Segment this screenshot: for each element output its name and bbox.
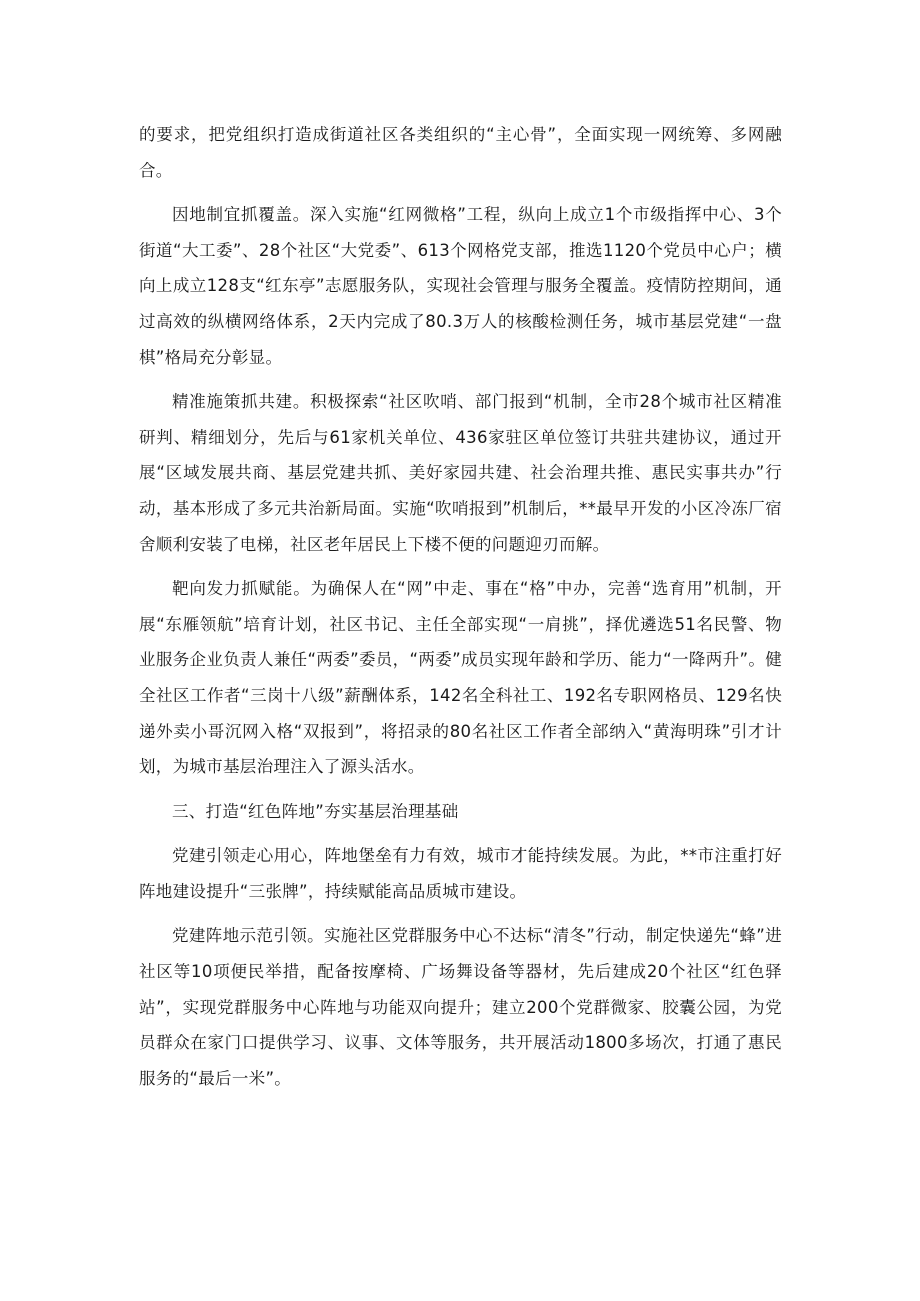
paragraph-continuation: 的要求，把党组织打造成街道社区各类组织的“主心骨”，全面实现一网统筹、多网融合。 (139, 125, 782, 180)
section-heading: 三、打造“红色阵地”夯实基层治理基础 (172, 801, 459, 821)
paragraph-demonstration: 党建阵地示范引领。实施社区党群服务中心不达标“清冬”行动，制定快递先“蜂”进社区等10项便民举措，配备按摩椅、广场舞设备等器材，先后建成20个社区“红色驿站”，实现党群服务中心阵地与功能双向提升；建立200个党群微家、胶囊公园，为党员群众在家门口提供学习、议事、文体等服务，共开展活动1800多场次，打通了惠民服务的“最后一米”。 (139, 926, 782, 1088)
paragraph-section-intro: 党建引领走心用心，阵地堡垒有力有效，城市才能持续发展。为此，**市注重打好阵地建设提升“三张牌”，持续赋能高品质城市建设。 (139, 846, 782, 901)
paragraph-co-construction: 精准施策抓共建。积极探索“社区吹哨、部门报到“机制，全市28个城市社区精准研判、精细划分，先后与61家机关单位、436家驻区单位签订共驻共建协议，通过开展“区域发展共商、基层党建共抓、美好家园共建、社会治理共推、惠民实事共办”行动，基本形成了多元共治新局面。实施“吹哨报到”机制后，**最早开发的小区冷冻厂宿舍顺利安装了电梯，社区老年居民上下楼不便的问题迎刃而解。 (139, 392, 782, 554)
paragraph-empowerment: 靶向发力抓赋能。为确保人在“网”中走、事在“格”中办，完善“选育用”机制，开展“东雁领航”培育计划，社区书记、主任全部实现“一肩挑”，择优遴选51名民警、物业服务企业负责人兼任“两委”委员，“两委”成员实现年龄和学历、能力“一降两升”。健全社区工作者“三岗十八级”薪酬体系，142名全科社工、192名专职网格员、129名快递外卖小哥沉网入格“双报到”，将招录的80名社区工作者全部纳入“黄海明珠”引才计划，为城市基层治理注入了源头活水。 (139, 579, 782, 777)
paragraph-coverage: 因地制宜抓覆盖。深入实施“红网微格”工程，纵向上成立1个市级指挥中心、3个街道“大工委”、28个社区“大党委”、613个网格党支部，推选1120个党员中心户；横向上成立128支“红东亭”志愿服务队，实现社会管理与服务全覆盖。疫情防控期间，通过高效的纵横网络体系，2天内完成了80.3万人的核酸检测任务，城市基层党建“一盘棋”格局充分彰显。 (139, 205, 782, 367)
document-body (139, 117, 782, 1105)
